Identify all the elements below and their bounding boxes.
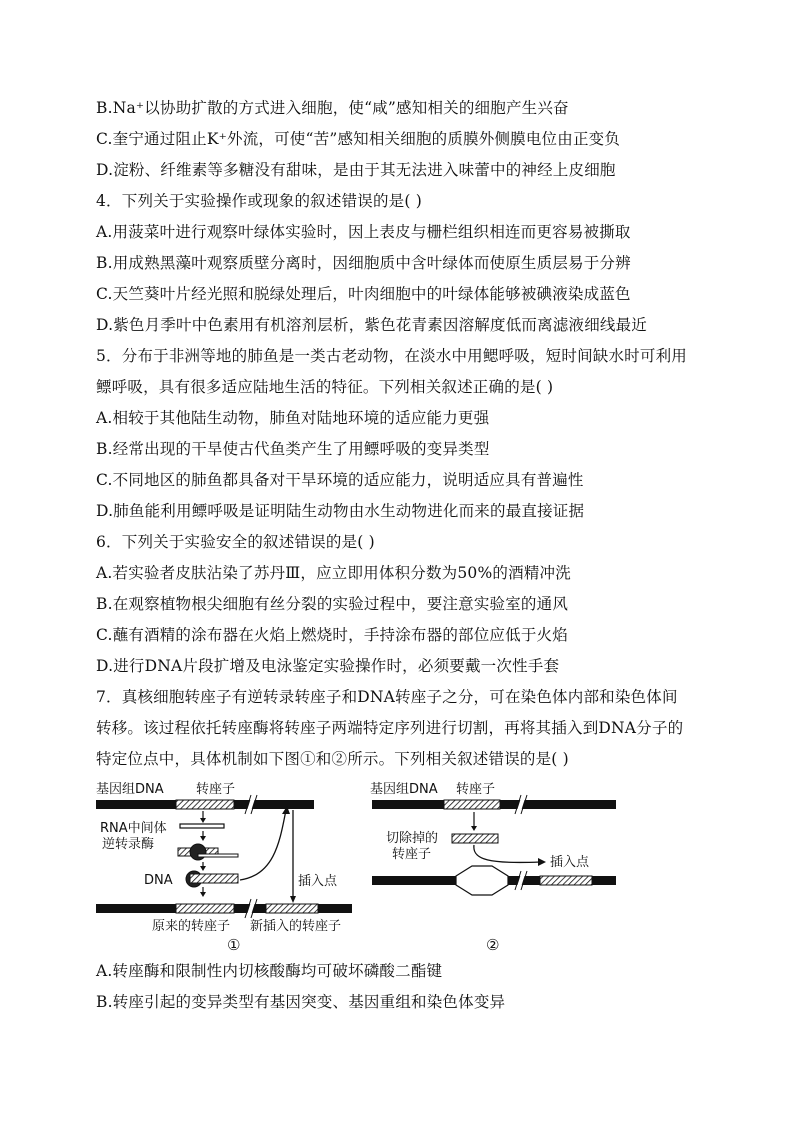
insertion-point-label: 插入点	[298, 874, 338, 889]
option-line: A.若实验者皮肤沾染了苏丹Ⅲ，应立即用体积分数为50%的酒精冲洗	[96, 564, 571, 582]
new-transposon-segment	[540, 876, 592, 885]
original-transposon-label: 原来的转座子	[152, 919, 231, 934]
question-stem: 特定位点中，具体机制如下图①和②所示。下列相关叙述错误的是( )	[96, 750, 569, 768]
option-line: C.奎宁通过阻止K⁺外流，可使“苦”感知相关细胞的质膜外侧膜电位由正变负	[96, 130, 621, 148]
question-stem: 7．真核细胞转座子有逆转录转座子和DNA转座子之分，可在染色体内部和染色体间	[96, 688, 678, 706]
figure-left	[96, 781, 352, 954]
dna-copy	[190, 874, 238, 883]
curved-arrow	[474, 845, 540, 862]
question-stem: 4．下列关于实验操作或现象的叙述错误的是( )	[96, 192, 422, 210]
excision-gap	[456, 866, 508, 895]
option-line: C.不同地区的肺鱼都具备对干旱环境的适应能力，说明适应具有普遍性	[96, 471, 584, 489]
genome-dna-label: 基因组DNA	[370, 782, 438, 797]
dna-label: DNA	[144, 873, 173, 888]
excised-transposon	[452, 834, 498, 843]
option-line: B.在观察植物根尖细胞有丝分裂的实验过程中，要注意实验室的通风	[96, 595, 569, 613]
option-line: D.进行DNA片段扩增及电泳鉴定实验操作时，必须要戴一次性手套	[96, 657, 560, 675]
genome-dna-bar-bottom	[372, 876, 456, 885]
new-transposon-segment	[266, 904, 318, 913]
option-line: A.转座酶和限制性内切核酸酶均可破坏磷酸二酯键	[96, 962, 443, 980]
question-stem: 5．分布于非洲等地的肺鱼是一类古老动物，在淡水中用鳃呼吸，短时间缺水时可利用	[96, 347, 687, 365]
question-stem: 鳔呼吸，具有很多适应陆地生活的特征。下列相关叙述正确的是( )	[96, 378, 554, 396]
option-line: D.紫色月季叶中色素用有机溶剂层析，紫色花青素因溶解度低而离滤液细线最近	[96, 316, 648, 334]
insertion-point-label: 插入点	[550, 855, 590, 870]
question-stem: 转移。该过程依托转座酶将转座子两端特定序列进行切割，再将其插入到DNA分子的	[96, 719, 684, 737]
figure-right	[370, 781, 616, 954]
figure-number-1: ①	[227, 936, 241, 954]
reverse-transcriptase-label: 逆转录酶	[102, 837, 155, 852]
option-line: C.天竺葵叶片经光照和脱绿处理后，叶肉细胞中的叶绿体能够被碘液染成蓝色	[96, 285, 631, 303]
option-line: A.用菠菜叶进行观察叶绿体实验时，因上表皮与栅栏组织相连而更容易被撕取	[96, 223, 631, 241]
option-line: A.相较于其他陆生动物，肺鱼对陆地环境的适应能力更强	[96, 409, 490, 427]
enzyme-blob	[190, 844, 206, 860]
transposon-label: 转座子	[456, 782, 496, 797]
genome-dna-label: 基因组DNA	[96, 782, 164, 797]
transposon-label: 转座子	[196, 782, 236, 797]
figure-number-2: ②	[486, 936, 500, 954]
excised-label-2: 转座子	[392, 847, 432, 862]
option-line: B.转座引起的变异类型有基因突变、基因重组和染色体变异	[96, 993, 506, 1011]
question-stem: 6．下列关于实验安全的叙述错误的是( )	[96, 533, 375, 551]
transposon-segment	[176, 800, 234, 809]
excised-label-1: 切除掉的	[386, 831, 439, 846]
new-transposon-label: 新插入的转座子	[250, 919, 342, 934]
transposon-figure	[90, 780, 630, 960]
option-line: B.经常出现的干旱使古代鱼类产生了用鳔呼吸的变异类型	[96, 440, 490, 458]
option-line: D.肺鱼能利用鳔呼吸是证明陆生动物由水生动物进化而来的最直接证据	[96, 502, 585, 520]
curved-arrow	[240, 810, 286, 880]
rna-strand	[180, 824, 224, 828]
option-line: D.淀粉、纤维素等多糖没有甜味，是由于其无法进入味蕾中的神经上皮细胞	[96, 161, 616, 179]
option-line: B.用成熟黑藻叶观察质壁分离时，因细胞质中含叶绿体而使原生质层易于分辨	[96, 254, 631, 272]
rna-intermediate-label: RNA中间体	[100, 821, 167, 836]
option-line: C.蘸有酒精的涂布器在火焰上燃烧时，手持涂布器的部位应低于火焰	[96, 626, 568, 644]
option-line: B.Na⁺以协助扩散的方式进入细胞，使“咸”感知相关的细胞产生兴奋	[96, 99, 569, 117]
